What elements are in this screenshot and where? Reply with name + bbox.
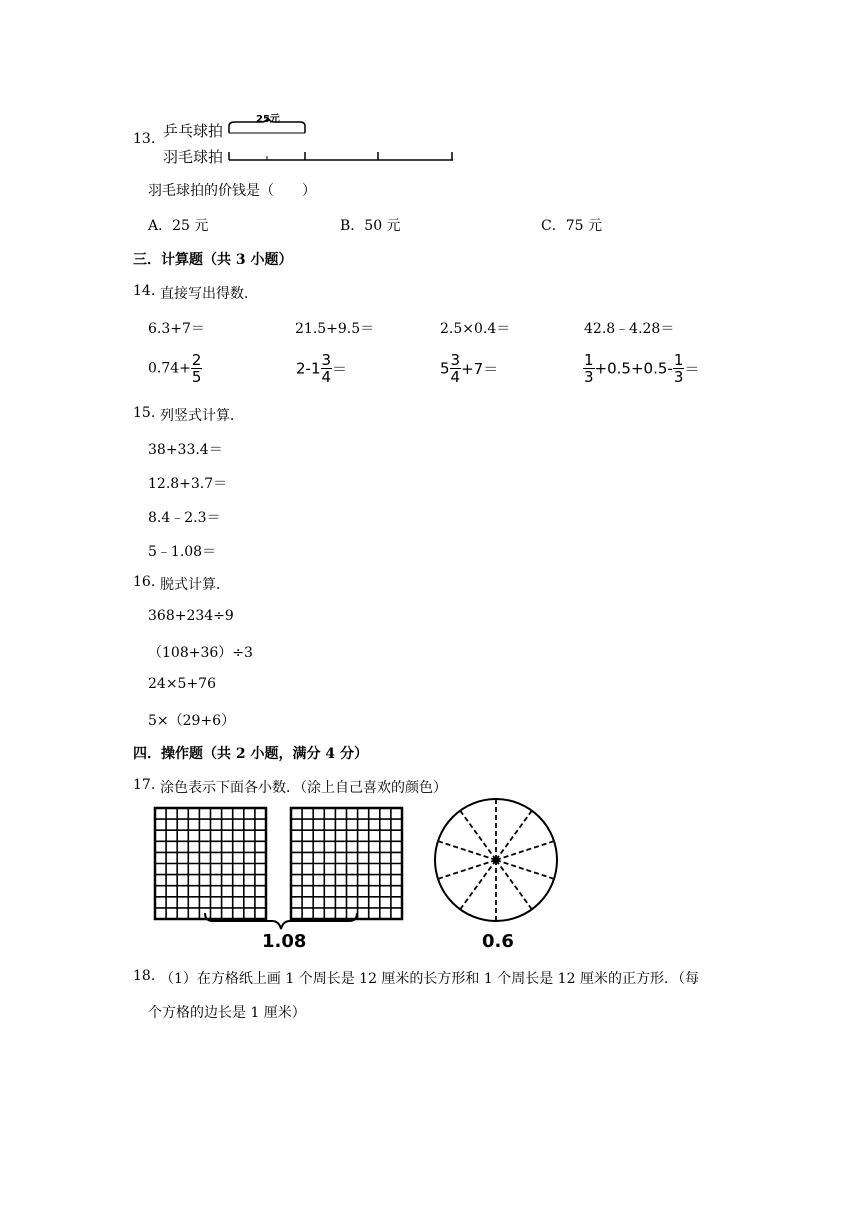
- q15-item-3: 8.4﹣2.3＝: [148, 510, 221, 526]
- tenths-circle: [435, 799, 557, 921]
- hundred-grid-1: [155, 808, 266, 919]
- q16-number: 16.: [133, 574, 156, 590]
- q13-brace-label: 25元: [256, 114, 280, 125]
- section3-heading: 三．计算题（共 3 小题）: [133, 252, 293, 268]
- circle-spoke: [496, 860, 554, 879]
- expr-7-post: +7＝: [461, 360, 499, 378]
- q13-question: 羽毛球拍的价钱是（ ）: [148, 183, 316, 199]
- q13-label-pingpong: 乒乓球拍: [163, 122, 224, 140]
- expr-5-pre: 0.74+: [148, 360, 191, 377]
- q14-expr-4: 42.8﹣4.28＝: [584, 321, 675, 337]
- q18-line-1: （1）在方格纸上画 1 个周长是 12 厘米的长方形和 1 个周长是 12 厘米的正方形．（每: [160, 971, 699, 987]
- q16-item-3: 24×5+76: [148, 676, 216, 692]
- q17-label-circle: 0.6: [482, 931, 514, 952]
- expr-6-post: ＝: [332, 360, 348, 378]
- q15-item-4: 5﹣1.08＝: [148, 544, 217, 560]
- frac-den: 4: [321, 368, 332, 386]
- q16-title: 脱式计算．: [160, 577, 230, 593]
- q15-item-2: 12.8+3.7＝: [148, 476, 228, 492]
- frac-den: 5: [191, 368, 202, 386]
- q14-expr-3: 2.5×0.4＝: [440, 321, 511, 337]
- circle-spoke: [460, 860, 496, 909]
- q16-item-2: （108+36）÷3: [148, 645, 253, 661]
- frac-den: 3: [673, 368, 684, 386]
- q13-number: 13.: [133, 131, 156, 147]
- expr-8-mid: +0.5+0.5-: [594, 359, 673, 378]
- q14-title: 直接写出得数．: [160, 286, 258, 302]
- frac-den: 4: [450, 368, 461, 386]
- q14-expr-1: 6.3+7＝: [148, 321, 205, 337]
- q18-line-2: 个方格的边长是 1 厘米）: [148, 1005, 306, 1021]
- q15-title: 列竖式计算．: [160, 408, 244, 424]
- q15-number: 15.: [133, 405, 156, 421]
- q14-expr-2: 21.5+9.5＝: [295, 321, 375, 337]
- q17-title: 涂色表示下面各小数．（涂上自己喜欢的颜色）: [160, 780, 447, 796]
- frac-num: 3: [450, 351, 461, 369]
- q16-item-4: 5×（29+6）: [148, 713, 236, 729]
- grid-brace: [205, 913, 357, 929]
- q17-label-grid: 1.08: [262, 931, 307, 952]
- circle-spoke: [438, 860, 496, 879]
- circle-spoke: [460, 811, 496, 860]
- q13-option-c[interactable]: C．75 元: [541, 218, 602, 234]
- q16-item-1: 368+234÷9: [148, 608, 234, 624]
- expr-8-post: ＝: [684, 360, 700, 378]
- frac-den: 3: [584, 368, 594, 386]
- frac-num: 1: [673, 351, 684, 369]
- circle-center: [493, 857, 500, 864]
- q17-number: 17.: [133, 777, 156, 793]
- frac-num: 2: [191, 351, 202, 369]
- circle-spoke: [438, 841, 496, 860]
- q18-number: 18.: [133, 968, 156, 984]
- expr-6-pre: 2-1: [296, 359, 321, 378]
- section4-heading: 四．操作题（共 2 小题，满分 4 分）: [133, 746, 368, 762]
- circle-spoke: [496, 841, 554, 860]
- expr-7-pre: 5: [440, 359, 450, 378]
- frac-num: 1: [584, 351, 594, 369]
- q13-label-badminton: 羽毛球拍: [163, 148, 224, 166]
- circle-spoke: [496, 860, 532, 909]
- hundred-grid-2: [291, 808, 402, 919]
- q13-option-a[interactable]: A．25 元: [148, 218, 209, 234]
- q15-item-1: 38+33.4＝: [148, 442, 223, 458]
- q14-number: 14.: [133, 283, 156, 299]
- circle-spoke: [496, 811, 532, 860]
- q13-option-b[interactable]: B．50 元: [340, 218, 401, 234]
- frac-num: 3: [321, 351, 332, 369]
